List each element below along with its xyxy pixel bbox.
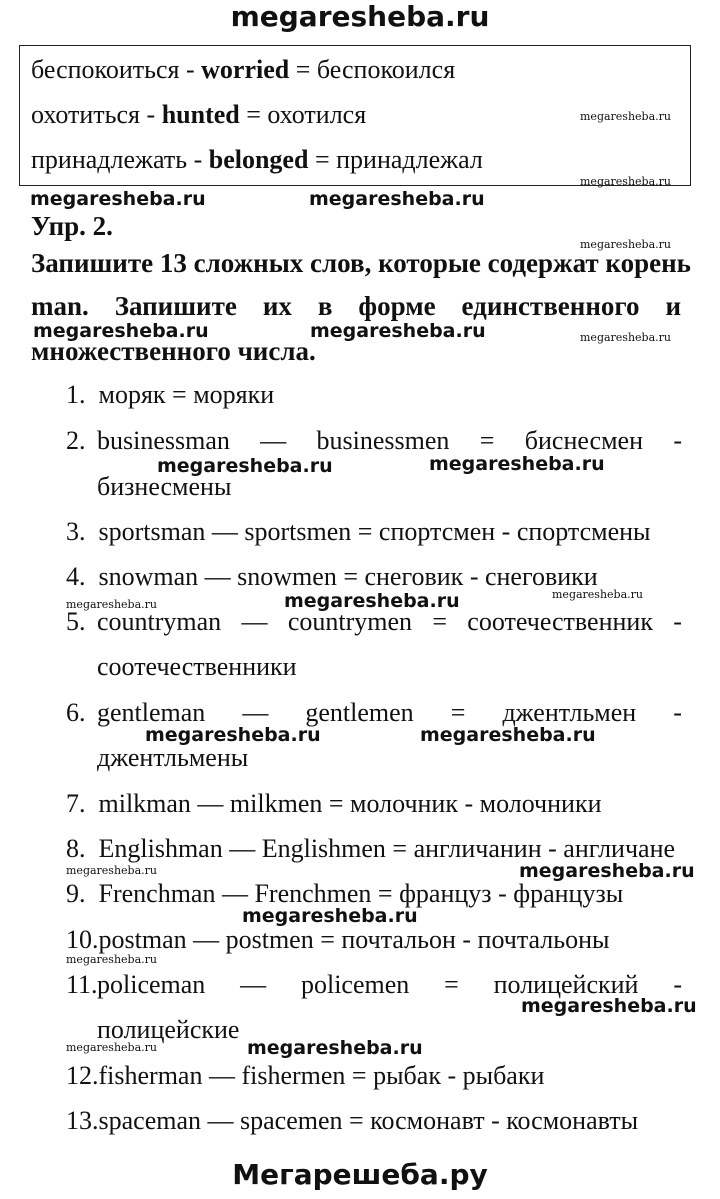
list-item-6-line1: gentleman — gentlemen = джентльмен - (97, 698, 682, 727)
watermark: megaresheba.ru (580, 238, 671, 251)
task-line-2: man. Запишите их в форме единственного и (31, 291, 681, 321)
list-item-11-line2: полицейские (97, 1015, 240, 1044)
watermark: megaresheba.ru (284, 590, 460, 612)
list-item-8: 8. Englishman — Englishmen = англичанин - англичане (66, 834, 676, 863)
list-item-11-num: 11. (66, 970, 98, 999)
list-item-5-line2: соотечественники (97, 652, 297, 681)
list-item-11-line1: policeman — policemen = полицейский - (97, 970, 682, 999)
site-header: megaresheba.ru (230, 0, 490, 33)
list-item-5-num: 5. (66, 607, 86, 636)
task-line-3: множественного числа. (31, 336, 316, 366)
list-item-7: 7. milkman — milkmen = молочник - молочники (66, 789, 602, 818)
watermark: megaresheba.ru (580, 331, 671, 344)
watermark: megaresheba.ru (309, 188, 485, 210)
list-item-2-line2: бизнесмены (97, 472, 232, 501)
list-item-1: 1. моряк = моряки (66, 380, 275, 409)
watermark: megaresheba.ru (519, 860, 695, 882)
box-row-3: принадлежать - belonged = принадлежал (31, 145, 483, 174)
watermark: megaresheba.ru (247, 1037, 423, 1059)
watermark: megaresheba.ru (66, 1041, 157, 1054)
watermark: megaresheba.ru (30, 188, 206, 210)
watermark: megaresheba.ru (552, 588, 643, 601)
list-item-3: 3. sportsman — sportsmen = спортсмен - спортсмены (66, 517, 651, 546)
list-item-9: 9. Frenchman — Frenchmen = француз - французы (66, 879, 624, 908)
list-item-4: 4. snowman — snowmen = снеговик - снеговики (66, 562, 598, 591)
watermark: megaresheba.ru (66, 598, 157, 611)
watermark: megaresheba.ru (580, 175, 671, 188)
list-item-10: 10.postman — postmen = почтальон - почтальоны (66, 925, 610, 954)
task-line-1: Запишите 13 сложных слов, которые содержат корень (31, 248, 691, 278)
watermark: megaresheba.ru (521, 995, 697, 1017)
watermark: megaresheba.ru (145, 724, 321, 746)
list-item-13: 13.spaceman — spacemen = космонавт - космонавты (66, 1106, 639, 1135)
site-footer: Мегарешеба.ру (232, 1158, 488, 1191)
watermark: megaresheba.ru (33, 320, 209, 342)
watermark: megaresheba.ru (429, 453, 605, 475)
watermark: megaresheba.ru (420, 724, 596, 746)
box-row-2: охотиться - hunted = охотился (31, 100, 367, 129)
list-item-2-line1: businessman — businessmen = биснесмен - (97, 426, 682, 455)
box-row-1: беспокоиться - worried = беспокоился (31, 55, 456, 84)
watermark: megaresheba.ru (310, 320, 486, 342)
watermark: megaresheba.ru (580, 110, 671, 123)
watermark: megaresheba.ru (66, 953, 157, 966)
watermark: megaresheba.ru (242, 905, 418, 927)
list-item-2-num: 2. (66, 426, 86, 455)
watermark: megaresheba.ru (157, 455, 333, 477)
watermark: megaresheba.ru (66, 864, 157, 877)
list-item-12: 12.fisherman — fishermen = рыбак - рыбаки (66, 1061, 545, 1090)
list-item-6-line2: джентльмены (97, 743, 249, 772)
list-item-5-line1: countryman — countrymen = соотечественник - (97, 607, 682, 636)
exercise-title: Упр. 2. (31, 211, 113, 241)
list-item-6-num: 6. (66, 698, 86, 727)
